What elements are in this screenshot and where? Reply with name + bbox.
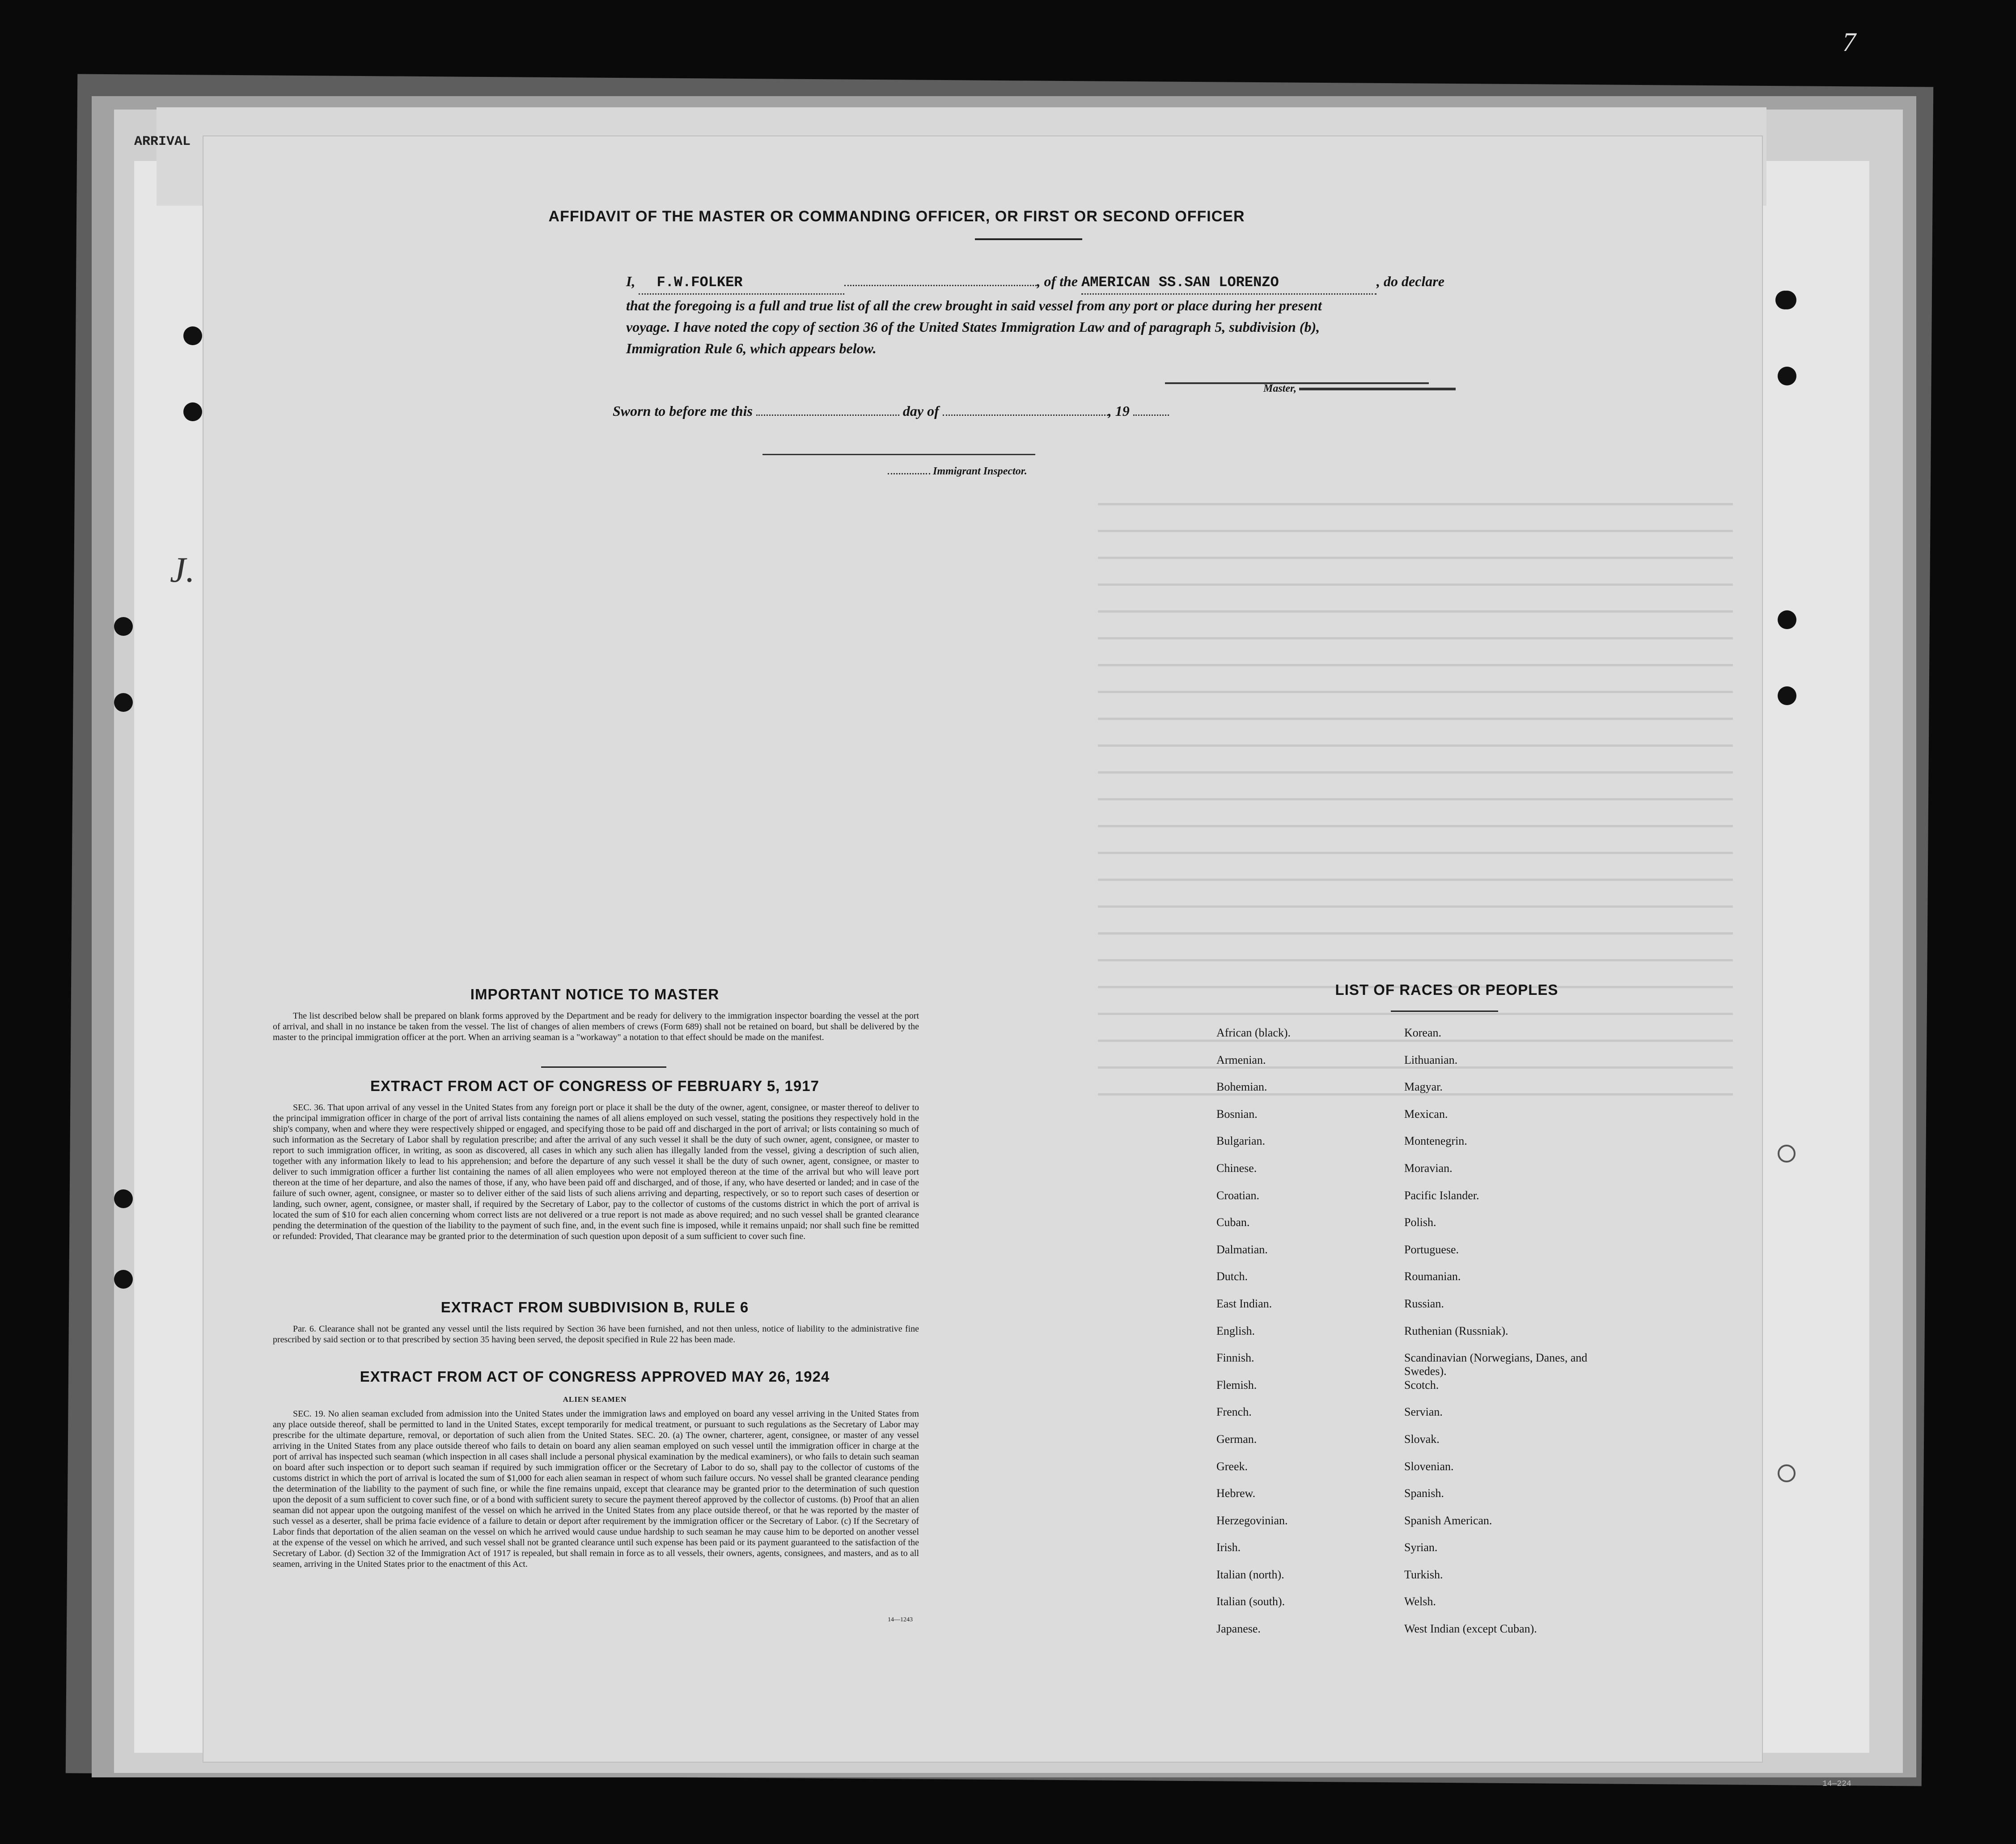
inspector-signature-line — [762, 454, 1035, 455]
extract-1917-title: EXTRACT FROM ACT OF CONGRESS OF FEBRUARY 5, 1917 — [370, 1078, 819, 1094]
punch-hole — [1778, 291, 1796, 309]
race-item: Bosnian. — [1216, 1107, 1258, 1121]
divider — [541, 1066, 666, 1068]
race-item: Greek. — [1216, 1459, 1248, 1473]
race-item: Magyar. — [1404, 1080, 1443, 1094]
divider — [975, 238, 1082, 240]
master-label — [1263, 378, 1456, 399]
blank-line — [888, 473, 930, 474]
back-form-number: 14—224 — [1822, 1780, 1851, 1789]
vessel-name-field: AMERICAN SS.SAN LORENZO — [1081, 272, 1376, 295]
race-item: Chinese. — [1216, 1161, 1257, 1175]
race-item: Portuguese. — [1404, 1243, 1459, 1256]
race-item: Turkish. — [1404, 1568, 1443, 1581]
race-item: Ruthenian (Russniak). — [1404, 1324, 1508, 1337]
notice-title: IMPORTANT NOTICE TO MASTER — [470, 986, 720, 1002]
extract-1924-body: SEC. 19. No alien seaman excluded from admission into the United States under the immigration laws and employed on board any vessel arriving in the United States from any place outside thereof, shall be permitted to land in the United States, except temporarily for medical treatment, or pursuant to such regulations as the Secretary of Labor may prescribe for the ultimate departure, removal, or deportation of such alien from the United States. SEC. 20. (a) The owner, charterer, agent, consignee, or master of any vessel arriving in the United States from any place outside thereof who fails to detain on board any alien seaman employed on such vessel until the immigration officer in charge at the port of arrival has inspected such seaman (which inspection in all cases shall include a personal physical examination by the medical examiners), or who fails to detain such seaman on board after such inspection or to deport such seaman if required by such immigration officer or the Secretary of Labor to do so, shall pay to the collector of customs of the customs district in which the port of arrival is located the sum of $1,000 for each alien seaman in respect of whom such failure occurs. No vessel shall be granted clearance pending the determination of the liability to the payment of such fine, or while the fine remains unpaid, except that clearance may be granted prior to the determination of such question upon the deposit of a sum sufficient to cover such fine, or of a bond with sufficient surety to secure the payment thereof approved by the collector of customs. (b) Proof that an alien seaman did not appear upon the outgoing manifest of the vessel on which he arrived in the United States from any place outside thereof, or that he was reported by the master of such vessel as a deserter, shall be prima facie evidence of a failure to detain or deport after requirement by the immigration officer or the Secretary of Labor. (c) If the Secretary of Labor finds that deportation of the alien seaman on the vessel on which he arrived would cause undue hardship to such seaman he may cause him to be deported on another vessel at the expense of the vessel on which he arrived, and such vessel shall not be granted clearance until such expense has been paid or its payment guaranteed to the satisfaction of the Secretary of Labor. (d) Section 32 of the Immigration Act of 1917 is repealed, but shall remain in force as to all vessels, their owners, agents, consignees, and masters, and as to all seamen, arriving in the United States prior to the enactment of this Act. — [273, 1409, 919, 1569]
officer-name-field: F.W.FOLKER — [639, 272, 844, 295]
blank-line — [844, 285, 1037, 286]
race-item: Flemish. — [1216, 1378, 1257, 1391]
race-item: Armenian. — [1216, 1053, 1266, 1066]
bleed-through — [1098, 503, 1733, 1102]
race-item: Montenegrin. — [1404, 1134, 1467, 1148]
race-item: West Indian (except Cuban). — [1404, 1622, 1537, 1636]
inspector-label — [888, 461, 1027, 482]
punch-hole — [1778, 610, 1796, 629]
affidavit-line-3: voyage. I have noted the copy of section 36 of the United States Immigration Law and of paragraph 5, subdivision (b), — [626, 319, 1320, 335]
punch-hole — [1778, 1464, 1796, 1482]
subdivision-body: Par. 6. Clearance shall not be granted any vessel until the lists required by Section 36 have been furnished, and not then unless, notice of liability to the administrative fine prescribed by said section or to that prescribed by section 35 having been served, the deposit specified in Rule 22 has been made. — [273, 1324, 919, 1345]
race-item: Irish. — [1216, 1541, 1241, 1554]
race-item: French. — [1216, 1405, 1252, 1419]
race-item: Italian (south). — [1216, 1595, 1285, 1608]
race-item: Moravian. — [1404, 1161, 1453, 1175]
race-item: Pacific Islander. — [1404, 1188, 1479, 1202]
affidavit-line-1 — [626, 271, 1677, 295]
sworn-day-text: day of — [902, 403, 939, 419]
race-item: Bohemian. — [1216, 1080, 1267, 1094]
race-item: Servian. — [1404, 1405, 1443, 1419]
race-item: Syrian. — [1404, 1541, 1438, 1554]
punch-hole — [114, 617, 133, 636]
affidavit-line-4: Immigration Rule 6, which appears below. — [626, 340, 877, 356]
race-item: Croatian. — [1216, 1188, 1260, 1202]
blank-line — [1133, 414, 1169, 416]
race-item: Cuban. — [1216, 1216, 1250, 1229]
punch-hole — [114, 1189, 133, 1208]
race-item: Lithuanian. — [1404, 1053, 1458, 1066]
race-item: East Indian. — [1216, 1297, 1272, 1310]
race-item: Polish. — [1404, 1216, 1436, 1229]
affidavit-declare: , do declare — [1376, 273, 1444, 289]
race-item: Spanish American. — [1404, 1514, 1492, 1527]
race-item: Mexican. — [1404, 1107, 1448, 1121]
race-item: Slovenian. — [1404, 1459, 1454, 1473]
sworn-year-text: , 19 — [1108, 403, 1130, 419]
race-item: Finnish. — [1216, 1351, 1254, 1365]
affidavit-of-the: , of the — [1037, 273, 1078, 289]
blank-line — [943, 414, 1108, 416]
race-item: Herzegovinian. — [1216, 1514, 1288, 1527]
rear-handwritten-initial: J. — [170, 550, 195, 590]
affidavit-line-2: that the foregoing is a full and true list of all the crew brought in said vessel from any port or place during her present — [626, 297, 1322, 313]
race-item: Scandinavian (Norwegians, Danes, and Swedes). — [1404, 1351, 1588, 1378]
punch-hole — [114, 693, 133, 712]
race-item: German. — [1216, 1432, 1257, 1446]
race-item: Roumanian. — [1404, 1270, 1461, 1283]
form-number: 14—1243 — [888, 1616, 913, 1623]
punch-hole — [114, 1270, 133, 1289]
inspector-label-text: Immigrant Inspector. — [933, 465, 1027, 477]
race-item: Bulgarian. — [1216, 1134, 1266, 1148]
race-item: Hebrew. — [1216, 1487, 1256, 1500]
punch-hole — [1778, 686, 1796, 705]
race-item: Welsh. — [1404, 1595, 1436, 1608]
races-title: LIST OF RACES OR PEOPLES — [1335, 981, 1559, 998]
affidavit-page — [203, 136, 1762, 1762]
races-left-column — [1216, 1026, 1404, 1649]
subdivision-title: EXTRACT FROM SUBDIVISION B, RULE 6 — [440, 1299, 749, 1315]
punch-hole — [1778, 367, 1796, 385]
punch-hole — [1778, 1145, 1796, 1163]
race-item: African (black). — [1216, 1026, 1291, 1039]
rear-arrival-stamp: ARRIVAL — [134, 134, 191, 149]
race-item: Spanish. — [1404, 1487, 1444, 1500]
corner-number: 7 — [1842, 27, 1856, 57]
sworn-line — [613, 400, 1418, 422]
affidavit-title: AFFIDAVIT OF THE MASTER OR COMMANDING OFFICER, OR FIRST OR SECOND OFFICER — [548, 208, 1245, 225]
sworn-text: Sworn to before me this — [613, 403, 753, 419]
race-item: Dutch. — [1216, 1270, 1248, 1283]
divider — [1391, 1011, 1498, 1012]
blank-line — [756, 414, 899, 416]
race-item: Dalmatian. — [1216, 1243, 1268, 1256]
race-item: Korean. — [1404, 1026, 1442, 1039]
master-label-text: Master, — [1263, 383, 1297, 394]
races-right-column — [1404, 1026, 1592, 1649]
punch-hole — [183, 326, 202, 345]
race-item: Italian (north). — [1216, 1568, 1284, 1581]
race-item: English. — [1216, 1324, 1255, 1337]
race-item: Russian. — [1404, 1297, 1444, 1310]
struck-title — [1299, 388, 1456, 390]
affidavit-text — [626, 271, 1677, 359]
notice-body: The list described below shall be prepared on blank forms approved by the Department and be ready for delivery to the immigration inspector boarding the vessel at the port of arrival, and shall in no instance be taken from the vessel. The list of changes of alien members of crews (Form 689) shall not be retained on board, but shall be delivered by the master to the principal immigration officer at the port. When an arriving seaman is a "workaway" a notation to that effect should be made on the manifest. — [273, 1011, 919, 1042]
punch-hole — [183, 402, 202, 421]
extract-1924-title: EXTRACT FROM ACT OF CONGRESS APPROVED MAY 26, 1924 — [360, 1368, 830, 1385]
race-item: Japanese. — [1216, 1622, 1261, 1636]
race-item: Scotch. — [1404, 1378, 1439, 1391]
extract-1917-body: SEC. 36. That upon arrival of any vessel in the United States from any foreign port or place it shall be the duty of the owner, agent, consignee, or master thereof to deliver to the principal immigration officer in charge of the port of arrival lists containing the names of all aliens employed on such vessel, stating the positions they respectively hold in the ship's company, when and where they were respectively shipped or engaged, and specifying those to be paid off and discharged in the port of arrival; or lists containing so much of such information as the Secretary of Labor shall by regulation prescribe; and after the arrival of any such vessel it shall be the duty of such owner, agent, consignee, or master to report to such immigration officer, in writing, as soon as discovered, all cases in which any such alien has illegally landed from the vessel, giving a description of such alien, together with any information likely to lead to his apprehension; and before the departure of any such vessel it shall be the duty of such owner, agent, consignee, or master to deliver to such immigration officer a further list containing the names of all alien employees who were not employed thereon at the time of the arrival but who will leave port thereon at the time of her departure, and also the names of those, if any, who have been paid off and discharged, and of those, if any, who have deserted or landed; and in case of the failure of such owner, agent, consignee, or master so to deliver either of the said lists of such aliens arriving and departing, respectively, or so to report such cases of desertion or landing, such owner, agent, consignee, or master shall, if required by the Secretary of Labor, pay to the collector of customs of the customs district in which the port of arrival is located the sum of $10 for each alien concerning whom correct lists are not delivered or a true report is not made as above required; and no such vessel shall be granted clearance pending the determination of the question of the liability to the payment of such fine, and, in the event such fine is imposed, while it remains unpaid; nor shall such fine be remitted or refunded: Provided, That clearance may be granted prior to the determination of such question upon deposit of a sum sufficient to cover such fine. — [273, 1103, 919, 1241]
race-item: Slovak. — [1404, 1432, 1440, 1446]
alien-seamen-subtitle: ALIEN SEAMEN — [563, 1395, 627, 1404]
affidavit-i: I, — [626, 273, 635, 289]
